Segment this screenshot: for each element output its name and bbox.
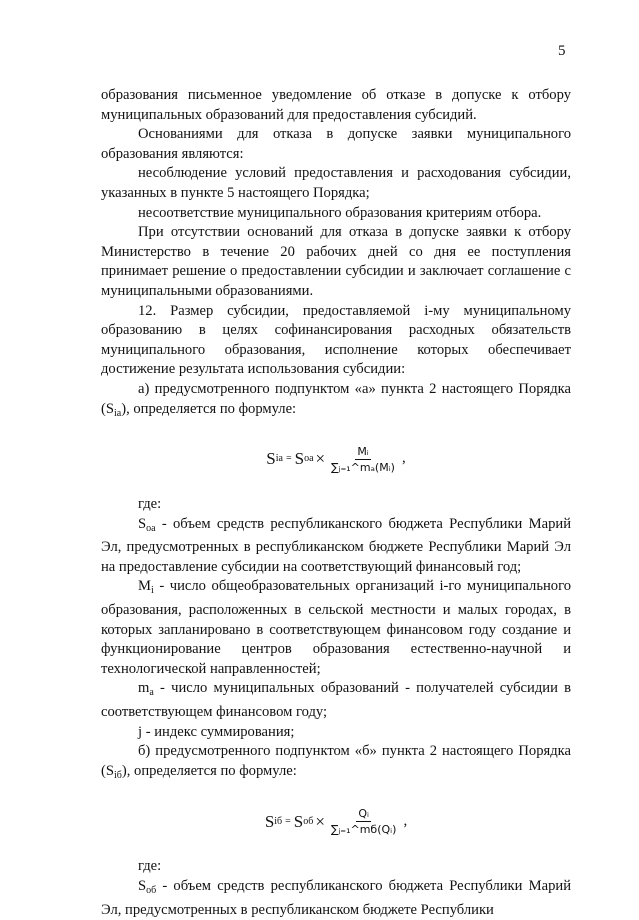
item-b: б) предусмотренного подпунктом «б» пункта 2 настоящего Порядка $(S_{iб})$, определяется по формуле: bbox=[101, 743, 571, 781]
where-label: где: bbox=[138, 496, 162, 513]
definition: $S_{об}$ - объем средств республиканского бюджета Республики Марий Эл, предусмотренных в республиканском бюджете Республики bbox=[101, 878, 571, 918]
page-number: 5 bbox=[558, 43, 566, 59]
paragraph: несоответствие муниципального образования критериям отбора. bbox=[138, 204, 542, 221]
formula-a: S ia = S oa × $\frac{\text{Mᵢ}}{\text{∑ⱼ₌₁\textasciicircum{}mₐ(Mᵢ)}}$ , bbox=[266, 444, 406, 474]
paragraph: образования письменное уведомление об отказе в допуске к отбору муниципальных образований для предоставления субсидий. bbox=[101, 87, 571, 123]
paragraph: Основаниями для отказа в допуске заявки муниципального образования являются: bbox=[101, 126, 571, 162]
fraction: $\frac{\text{Qᵢ}}{\text{∑ⱼ₌₁\textasciicircum{}mб(Qᵢ)}}$ bbox=[330, 806, 397, 836]
paragraph: При отсутствии оснований для отказа в допуске заявки к отбору Министерство в течение 20 рабочих дней со дня ее поступления принимает решение о предоставлении субсидии и заключает соглашение с муниципальными образованиями. bbox=[101, 224, 571, 299]
definition: $M_i$ - число общеобразовательных организаций i-го муниципального образования, расположенных в сельской местности и малых городах, в которых запланировано в соответствующем финансовом году создание и функционирование центров образования естественно-научной и технологической направленностей; bbox=[101, 578, 571, 677]
formula-b: S iб = S об × $\frac{\text{Qᵢ}}{\text{∑ⱼ₌₁\textasciicircum{}mб(Qᵢ)}}$ , bbox=[264, 806, 408, 836]
definition: $S_{oa}$ - объем средств республиканского бюджета Республики Марий Эл, предусмотренных в республиканском бюджете Республики Марий Эл на предоставление субсидии на соответствующий финансовый год; bbox=[101, 515, 571, 575]
definition: j - индекс суммирования; bbox=[138, 723, 295, 740]
definition: $m_a$ - число муниципальных образований - получателей субсидии в соответствующем финансовом году; bbox=[101, 680, 571, 721]
document-body bbox=[101, 86, 571, 920]
paragraph: несоблюдение условий предоставления и расходования субсидии, указанных в пункте 5 настоящего Порядка; bbox=[101, 165, 571, 201]
item-a: а) предусмотренного подпунктом «а» пункта 2 настоящего Порядка $(S_{ia})$, определяется по формуле: bbox=[101, 380, 571, 419]
paragraph: 12. Размер субсидии, предоставляемой i-му муниципальному образованию в целях софинансирования расходных обязательств муниципального образования, исполнение которых обеспечивает достижение результата использования субсидии: bbox=[101, 302, 571, 378]
fraction: $\frac{\text{Mᵢ}}{\text{∑ⱼ₌₁\textasciicircum{}mₐ(Mᵢ)}}$ bbox=[331, 444, 395, 474]
where-label: где: bbox=[138, 858, 162, 875]
